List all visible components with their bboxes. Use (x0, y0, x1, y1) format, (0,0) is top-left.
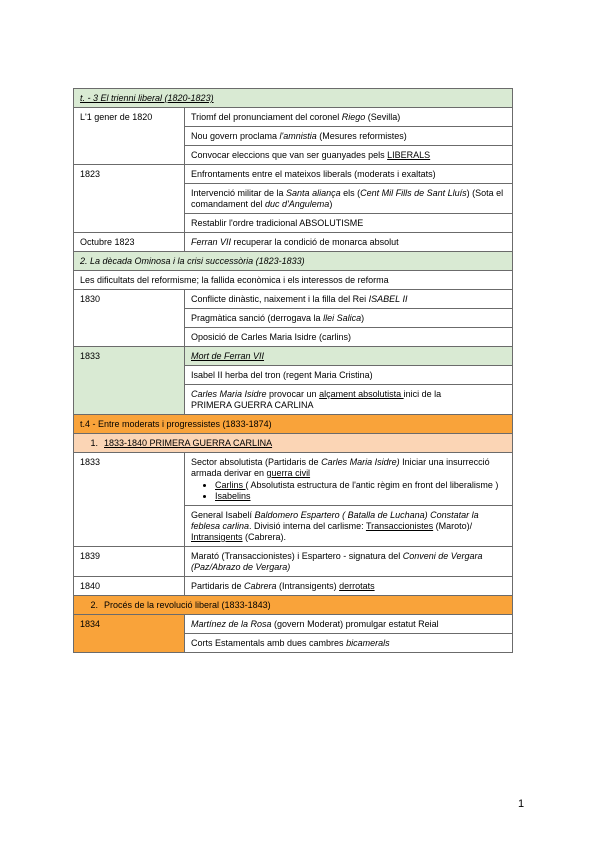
faction-list (191, 480, 507, 502)
table-row (74, 165, 513, 184)
date-cell: 1833 (74, 453, 185, 547)
table-row (74, 233, 513, 252)
section-title-text: 2. La dècada Ominosa i la crisi successòria (1823-1833) (80, 256, 305, 266)
event-cell: Restablir l'ordre tradicional ABSOLUTISME (185, 214, 513, 233)
event-cell: Ferran VII recuperar la condició de monarca absolut (185, 233, 513, 252)
event-cell: Triomf del pronunciament del coronel Riego (Sevilla) (185, 108, 513, 127)
table-row (74, 108, 513, 127)
subsection-title-revolucio: 2. Procés de la revolució liberal (1833-1843) (74, 596, 513, 615)
section-title-text: t. - 3 El trienni liberal (1820-1823) (80, 93, 214, 103)
table-row (74, 453, 513, 506)
date-cell: 1834 (74, 615, 185, 653)
table-row (74, 615, 513, 634)
event-cell: Conflicte dinàstic, naixement i la filla del Rei ISABEL II (185, 290, 513, 309)
subsection-header-carlina (74, 434, 513, 453)
event-cell: Marató (Transaccionistes) i Espartero - signatura del Conveni de Vergara (Paz/Abrazo de Vergara) (185, 547, 513, 577)
event-cell: Mort de Ferran VII (185, 347, 513, 366)
section-header-ominosa (74, 252, 513, 271)
date-cell: 1823 (74, 165, 185, 233)
event-cell: Pragmàtica sanció (derrogava la llei Salica) (185, 309, 513, 328)
event-cell: Corts Estamentals amb dues cambres bicamerals (185, 634, 513, 653)
event-cell: Intervenció militar de la Santa aliança els (Cent Mil Fills de Sant Lluís) (Sota el comandament del duc d'Angulema) (185, 184, 513, 214)
event-cell: Convocar eleccions que van ser guanyades pels LIBERALS (185, 146, 513, 165)
section-title-ominosa (74, 252, 513, 271)
list-item: • Carlins ( Absolutista estructura de l'antic règim en front del liberalisme ) (215, 480, 507, 491)
section-title-moderats: t.4 - Entre moderats i progressistes (1833-1874) (74, 415, 513, 434)
event-cell: Martínez de la Rosa (govern Moderat) promulgar estatut Reial (185, 615, 513, 634)
section-header-trienni (74, 89, 513, 108)
subsection-header-revolucio (74, 596, 513, 615)
list-item: • Isabelins (215, 491, 507, 502)
event-cell: Carles Maria Isidre provocar un alçament absolutista inici de la PRIMERA GUERRA CARLINA (185, 385, 513, 415)
section-header-moderats (74, 415, 513, 434)
date-cell: 1839 (74, 547, 185, 577)
history-outline-table (73, 88, 513, 653)
date-cell: Octubre 1823 (74, 233, 185, 252)
table-row (74, 547, 513, 577)
table-row (74, 290, 513, 309)
table-row (74, 577, 513, 596)
event-cell: Enfrontaments entre el mateixos liberals (moderats i exaltats) (185, 165, 513, 184)
event-cell: General Isabelí Baldomero Espartero ( Batalla de Luchana) Constatar la feblesa carlina. Divisió interna del carlisme: Transaccionistes (Maroto)/ Intransigents (Cabrera). (185, 506, 513, 547)
date-cell: L'1 gener de 1820 (74, 108, 185, 165)
date-cell: 1833 (74, 347, 185, 415)
event-cell: Partidaris de Cabrera (Intransigents) derrotats (185, 577, 513, 596)
event-cell: Nou govern proclama l'amnistia (Mesures reformistes) (185, 127, 513, 146)
event-cell: Isabel II herba del tron (regent Maria Cristina) (185, 366, 513, 385)
table-row (74, 271, 513, 290)
event-cell: Oposició de Carles Maria Isidre (carlins) (185, 328, 513, 347)
subsection-title-carlina: 1. 1833-1840 PRIMERA GUERRA CARLINA (74, 434, 513, 453)
table-row (74, 347, 513, 366)
page-number: 1 (518, 798, 525, 810)
section-intro: Les dificultats del reformisme; la fallida econòmica i els interessos de reforma (74, 271, 513, 290)
event-cell: Sector absolutista (Partidaris de Carles Maria Isidre) Iniciar una insurrecció armada derivar en guerra civil • Carlins ( Absolutista estructura de l'antic règim en front del liberalisme ) • Isabelins (185, 453, 513, 506)
date-cell: 1830 (74, 290, 185, 347)
section-title-trienni (74, 89, 513, 108)
date-cell: 1840 (74, 577, 185, 596)
